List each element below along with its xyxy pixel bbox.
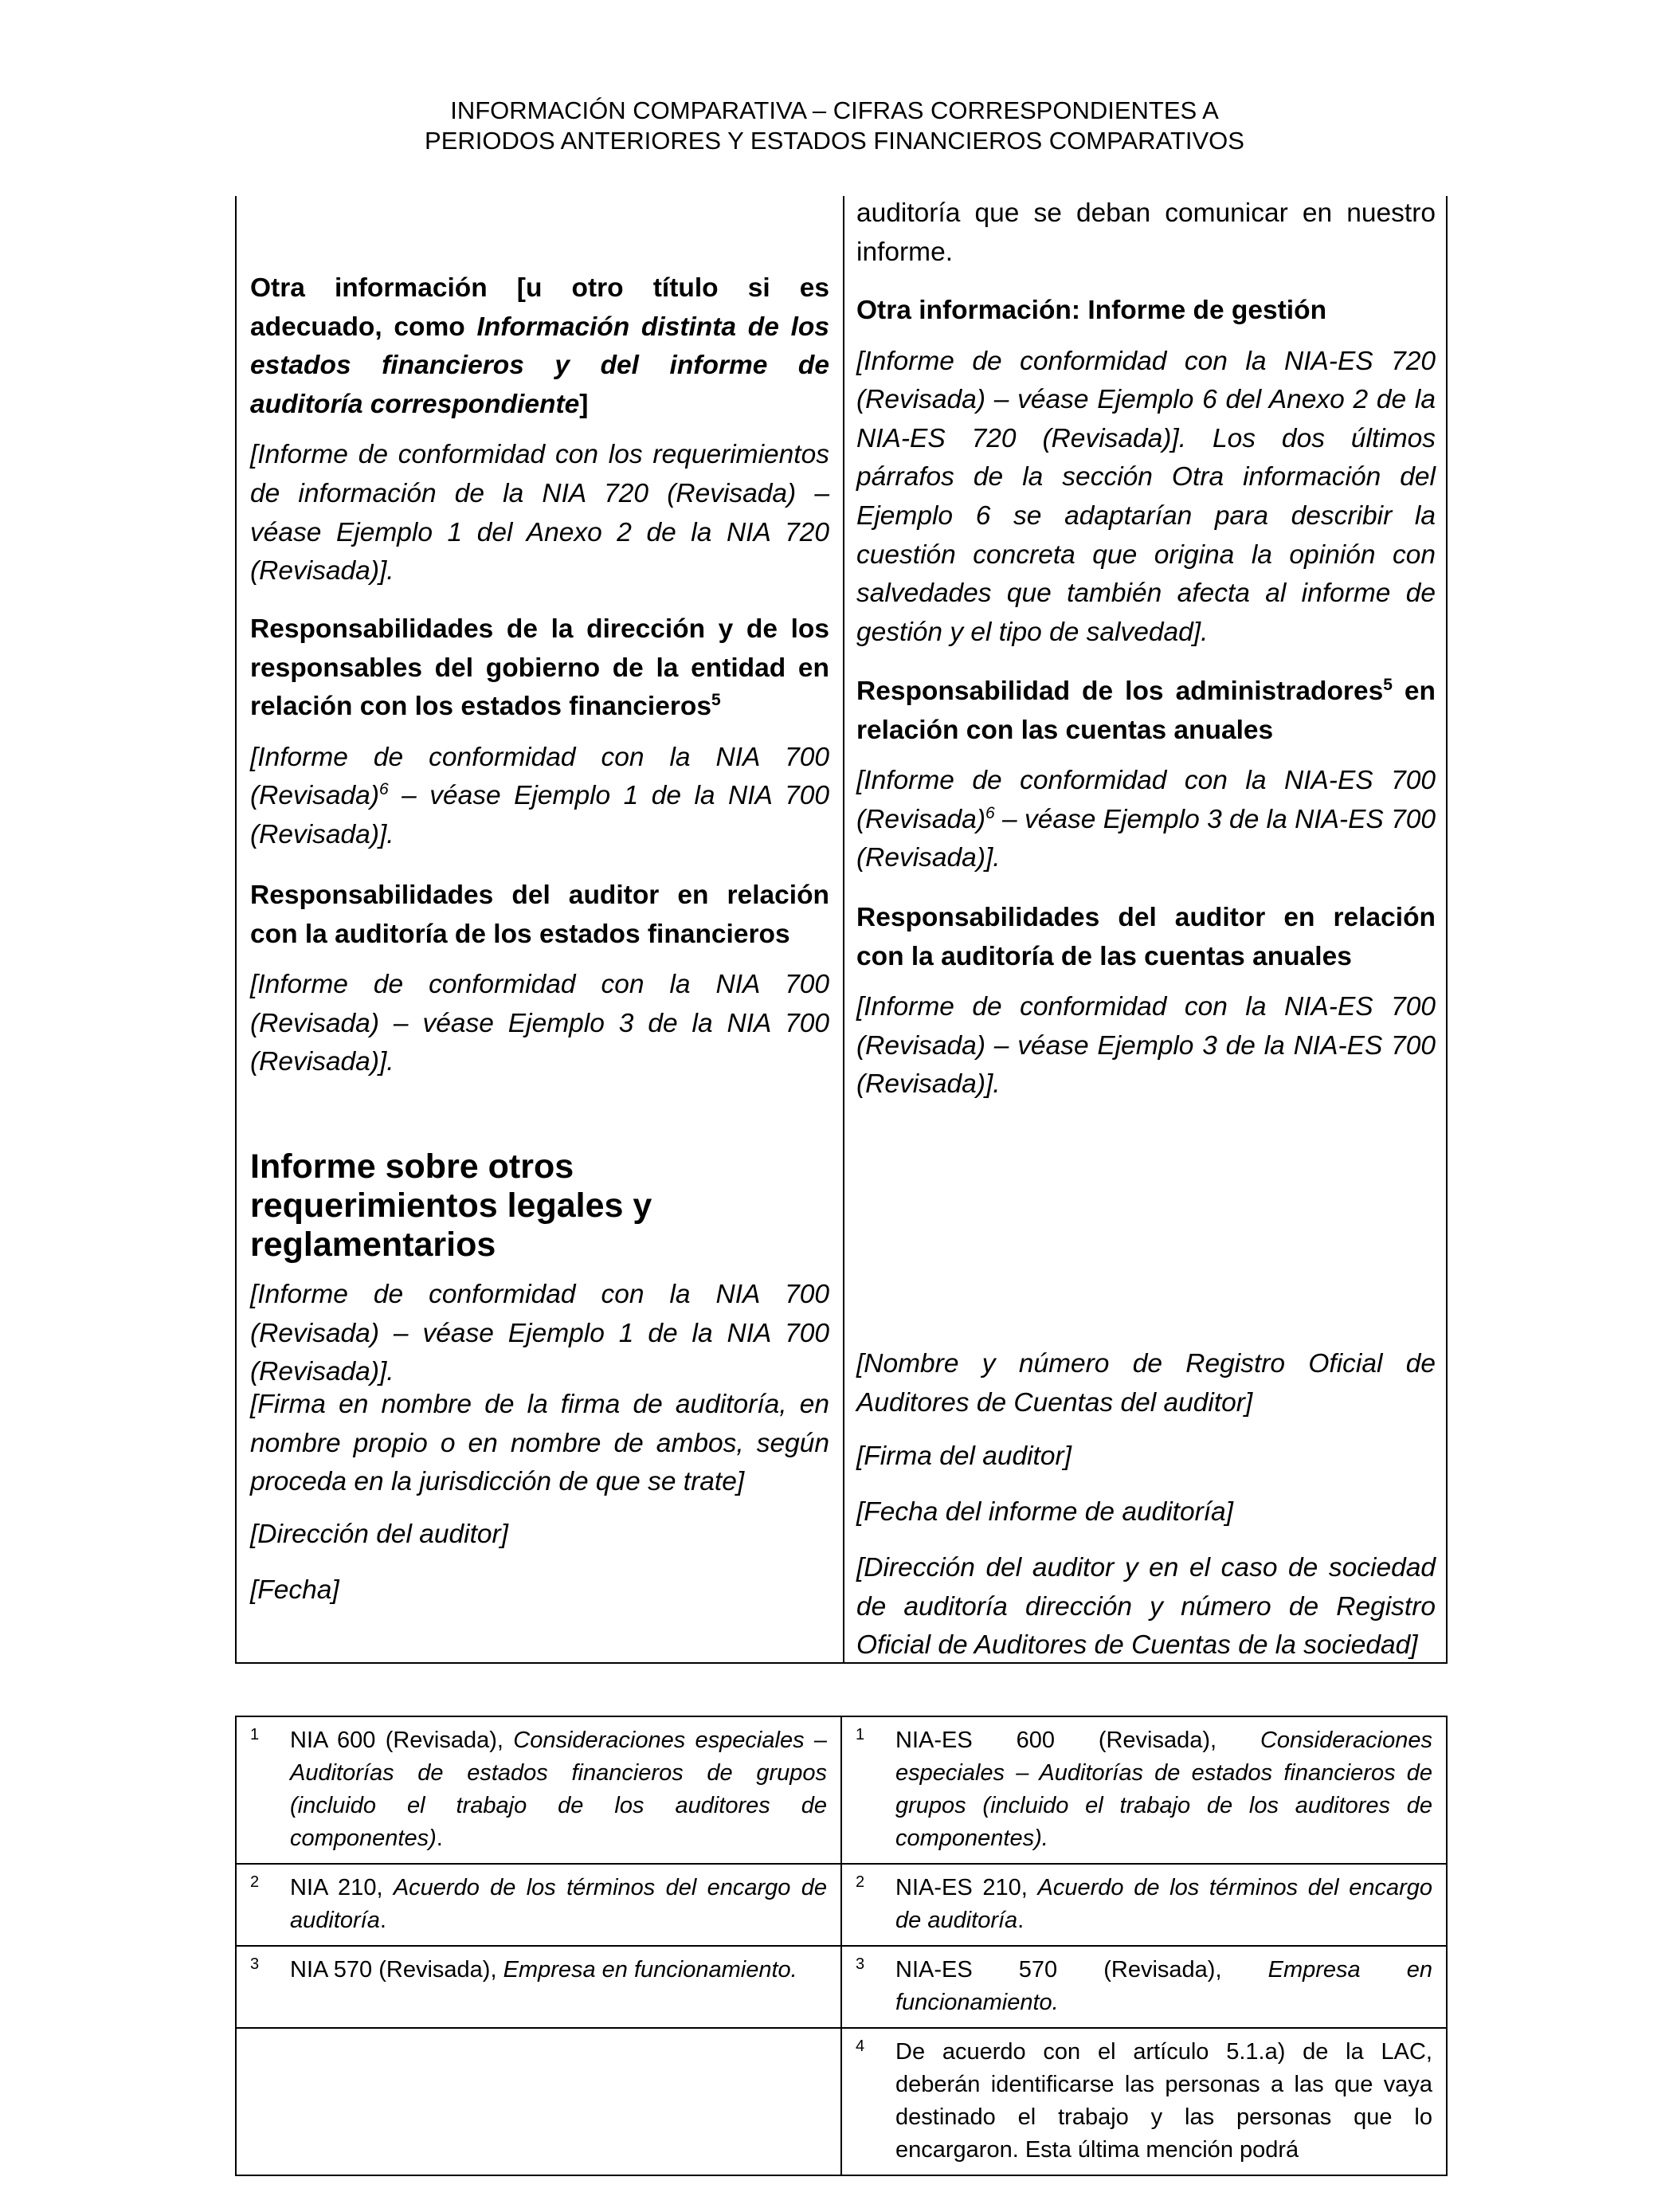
footnote-row <box>236 2028 1447 2175</box>
management-responsibilities-heading: Responsabilidades de la dirección y de los responsables del gobierno de la entidad en relación con los estados financieros$^5$ <box>250 614 829 722</box>
footnotes-table <box>235 1716 1448 2176</box>
auditor-address-placeholder: [Dirección del auditor] <box>250 1520 508 1549</box>
other-info-heading: Otra información [u otro título si es adecuado, como Información distinta de los estados financieros y del informe de auditoría correspondiente] <box>250 273 829 419</box>
footnote-number: 1 <box>250 1726 260 1743</box>
continuation-text: auditoría que se deban comunicar en nuestro informe. <box>856 198 1436 267</box>
footnote-cell-left-3 <box>236 1946 841 2028</box>
report-date-placeholder: [Fecha del informe de auditoría] <box>856 1497 1233 1527</box>
auditor-responsibilities-text: [Informe de conformidad con la NIA 700 (Revisada) – véase Ejemplo 3 de la NIA 700 (Revisada)]. <box>250 970 829 1077</box>
footnote-number: 3 <box>250 1955 260 1973</box>
auditor-address-firm-placeholder: [Dirección del auditor y en el caso de sociedad de auditoría dirección y número de Registro Oficial de Auditores de Cuentas de la sociedad] <box>856 1553 1436 1661</box>
footnote-text: NIA 600 (Revisada), Consideraciones especiales – Auditorías de estados financieros de grupos (incluido el trabajo de los auditores de componentes). <box>290 1728 827 1851</box>
auditor-responsibilities-section <box>250 877 829 1082</box>
legal-requirements-heading: Informe sobre otros requerimientos legales y reglamentarios <box>250 1147 652 1264</box>
footnote-row <box>236 1716 1447 1864</box>
left-column <box>250 196 829 1662</box>
footnote-text: NIA-ES 570 (Revisada), Empresa en funcionamiento. <box>895 1957 1432 2015</box>
management-responsibilities-section <box>250 610 829 855</box>
other-info-management-report-section <box>856 292 1436 652</box>
auditor-responsibilities-heading: Responsabilidades del auditor en relación con la auditoría de los estados financieros <box>250 880 829 949</box>
administrators-responsibility-text: [Informe de conformidad con la NIA-ES 700 (Revisada)$^6$ – véase Ejemplo 3 de la NIA-ES 700 (Revisada)]. <box>856 766 1436 873</box>
footnote-text: NIA-ES 210, Acuerdo de los términos del encargo de auditoría. <box>895 1875 1433 1933</box>
auditor-signature-placeholder: [Firma del auditor] <box>856 1441 1072 1471</box>
management-responsibilities-text: [Informe de conformidad con la NIA 700 (Revisada)$^6$ – véase Ejemplo 1 de la NIA 700 (Revisada)]. <box>250 742 829 849</box>
footnote-number: 2 <box>856 1873 865 1891</box>
right-column <box>856 196 1436 1662</box>
column-divider <box>843 196 844 1662</box>
footnote-number: 3 <box>856 1955 865 1973</box>
footnote-text: De acuerdo con el artículo 5.1.a) de la LAC, deberán identificarse las personas a las que vaya destinado el trabajo y las personas que lo encargaron. Esta última mención podrá <box>895 2039 1432 2163</box>
footnote-cell-right-1 <box>841 1716 1447 1864</box>
administrators-responsibility-section <box>856 673 1436 878</box>
footnote-number: 4 <box>856 2037 865 2055</box>
footnote-cell-left-1 <box>236 1716 841 1864</box>
header-line-2: PERIODOS ANTERIORES Y ESTADOS FINANCIEROS COMPARATIVOS <box>425 127 1244 155</box>
footnote-row <box>236 1946 1447 2028</box>
footnote-row <box>236 1864 1447 1946</box>
page-header <box>0 96 1669 156</box>
other-info-section <box>250 269 829 591</box>
auditor-annual-accounts-section <box>856 899 1436 1104</box>
header-line-1: INFORMACIÓN COMPARATIVA – CIFRAS CORRESPONDIENTES A <box>450 96 1219 124</box>
other-info-management-report-text: [Informe de conformidad con la NIA-ES 720 (Revisada) – véase Ejemplo 6 del Anexo 2 de la NIA-ES 720 (Revisada)]. Los dos últimos párrafos de la sección Otra información del Ejemplo 6 se adaptarían para describir la cuestión concreta que origina la opinión con salvedades que también afecta al informe de gestión y el tipo de salvedad]. <box>856 346 1436 647</box>
auditor-annual-accounts-heading: Responsabilidades del auditor en relación con la auditoría de las cuentas anuales <box>856 903 1436 971</box>
footnote-cell-right-3 <box>841 1946 1447 2028</box>
footnote-text: NIA 210, Acuerdo de los términos del encargo de auditoría. <box>290 1875 827 1933</box>
auditor-name-placeholder: [Nombre y número de Registro Oficial de Auditores de Cuentas del auditor] <box>856 1349 1436 1418</box>
other-info-text: [Informe de conformidad con los requerimientos de información de la NIA 720 (Revisada) – véase Ejemplo 1 del Anexo 2 de la NIA 720 (Revisada)]. <box>250 440 829 586</box>
footnote-number: 1 <box>856 1726 865 1743</box>
footnote-cell-right-4 <box>841 2028 1447 2175</box>
footnote-cell-left-2 <box>236 1864 841 1946</box>
legal-requirements-section <box>250 1147 829 1392</box>
footnote-text: NIA 570 (Revisada), Empresa en funcionamiento. <box>290 1957 797 1983</box>
other-info-management-report-heading: Otra información: Informe de gestión <box>856 296 1327 325</box>
report-comparison-box <box>235 196 1448 1664</box>
footnote-number: 2 <box>250 1873 260 1891</box>
footnote-cell-right-2 <box>841 1864 1447 1946</box>
footnote-text: NIA-ES 600 (Revisada), Consideraciones especiales – Auditorías de estados financieros de grupos (incluido el trabajo de los auditores de componentes). <box>895 1728 1432 1851</box>
administrators-responsibility-heading: Responsabilidad de los administradores$^5$ en relación con las cuentas anuales <box>856 675 1436 745</box>
legal-requirements-text: [Informe de conformidad con la NIA 700 (Revisada) – véase Ejemplo 1 de la NIA 700 (Revisada)]. <box>250 1280 829 1387</box>
signature-placeholder: [Firma en nombre de la firma de auditoría, en nombre propio o en nombre de ambos, según proceda en la jurisdicción de que se trate] <box>250 1390 829 1497</box>
date-placeholder: [Fecha] <box>250 1575 339 1605</box>
footnote-cell-left-empty <box>236 2028 841 2175</box>
auditor-annual-accounts-text: [Informe de conformidad con la NIA-ES 700 (Revisada) – véase Ejemplo 3 de la NIA-ES 700 (Revisada)]. <box>856 992 1436 1100</box>
